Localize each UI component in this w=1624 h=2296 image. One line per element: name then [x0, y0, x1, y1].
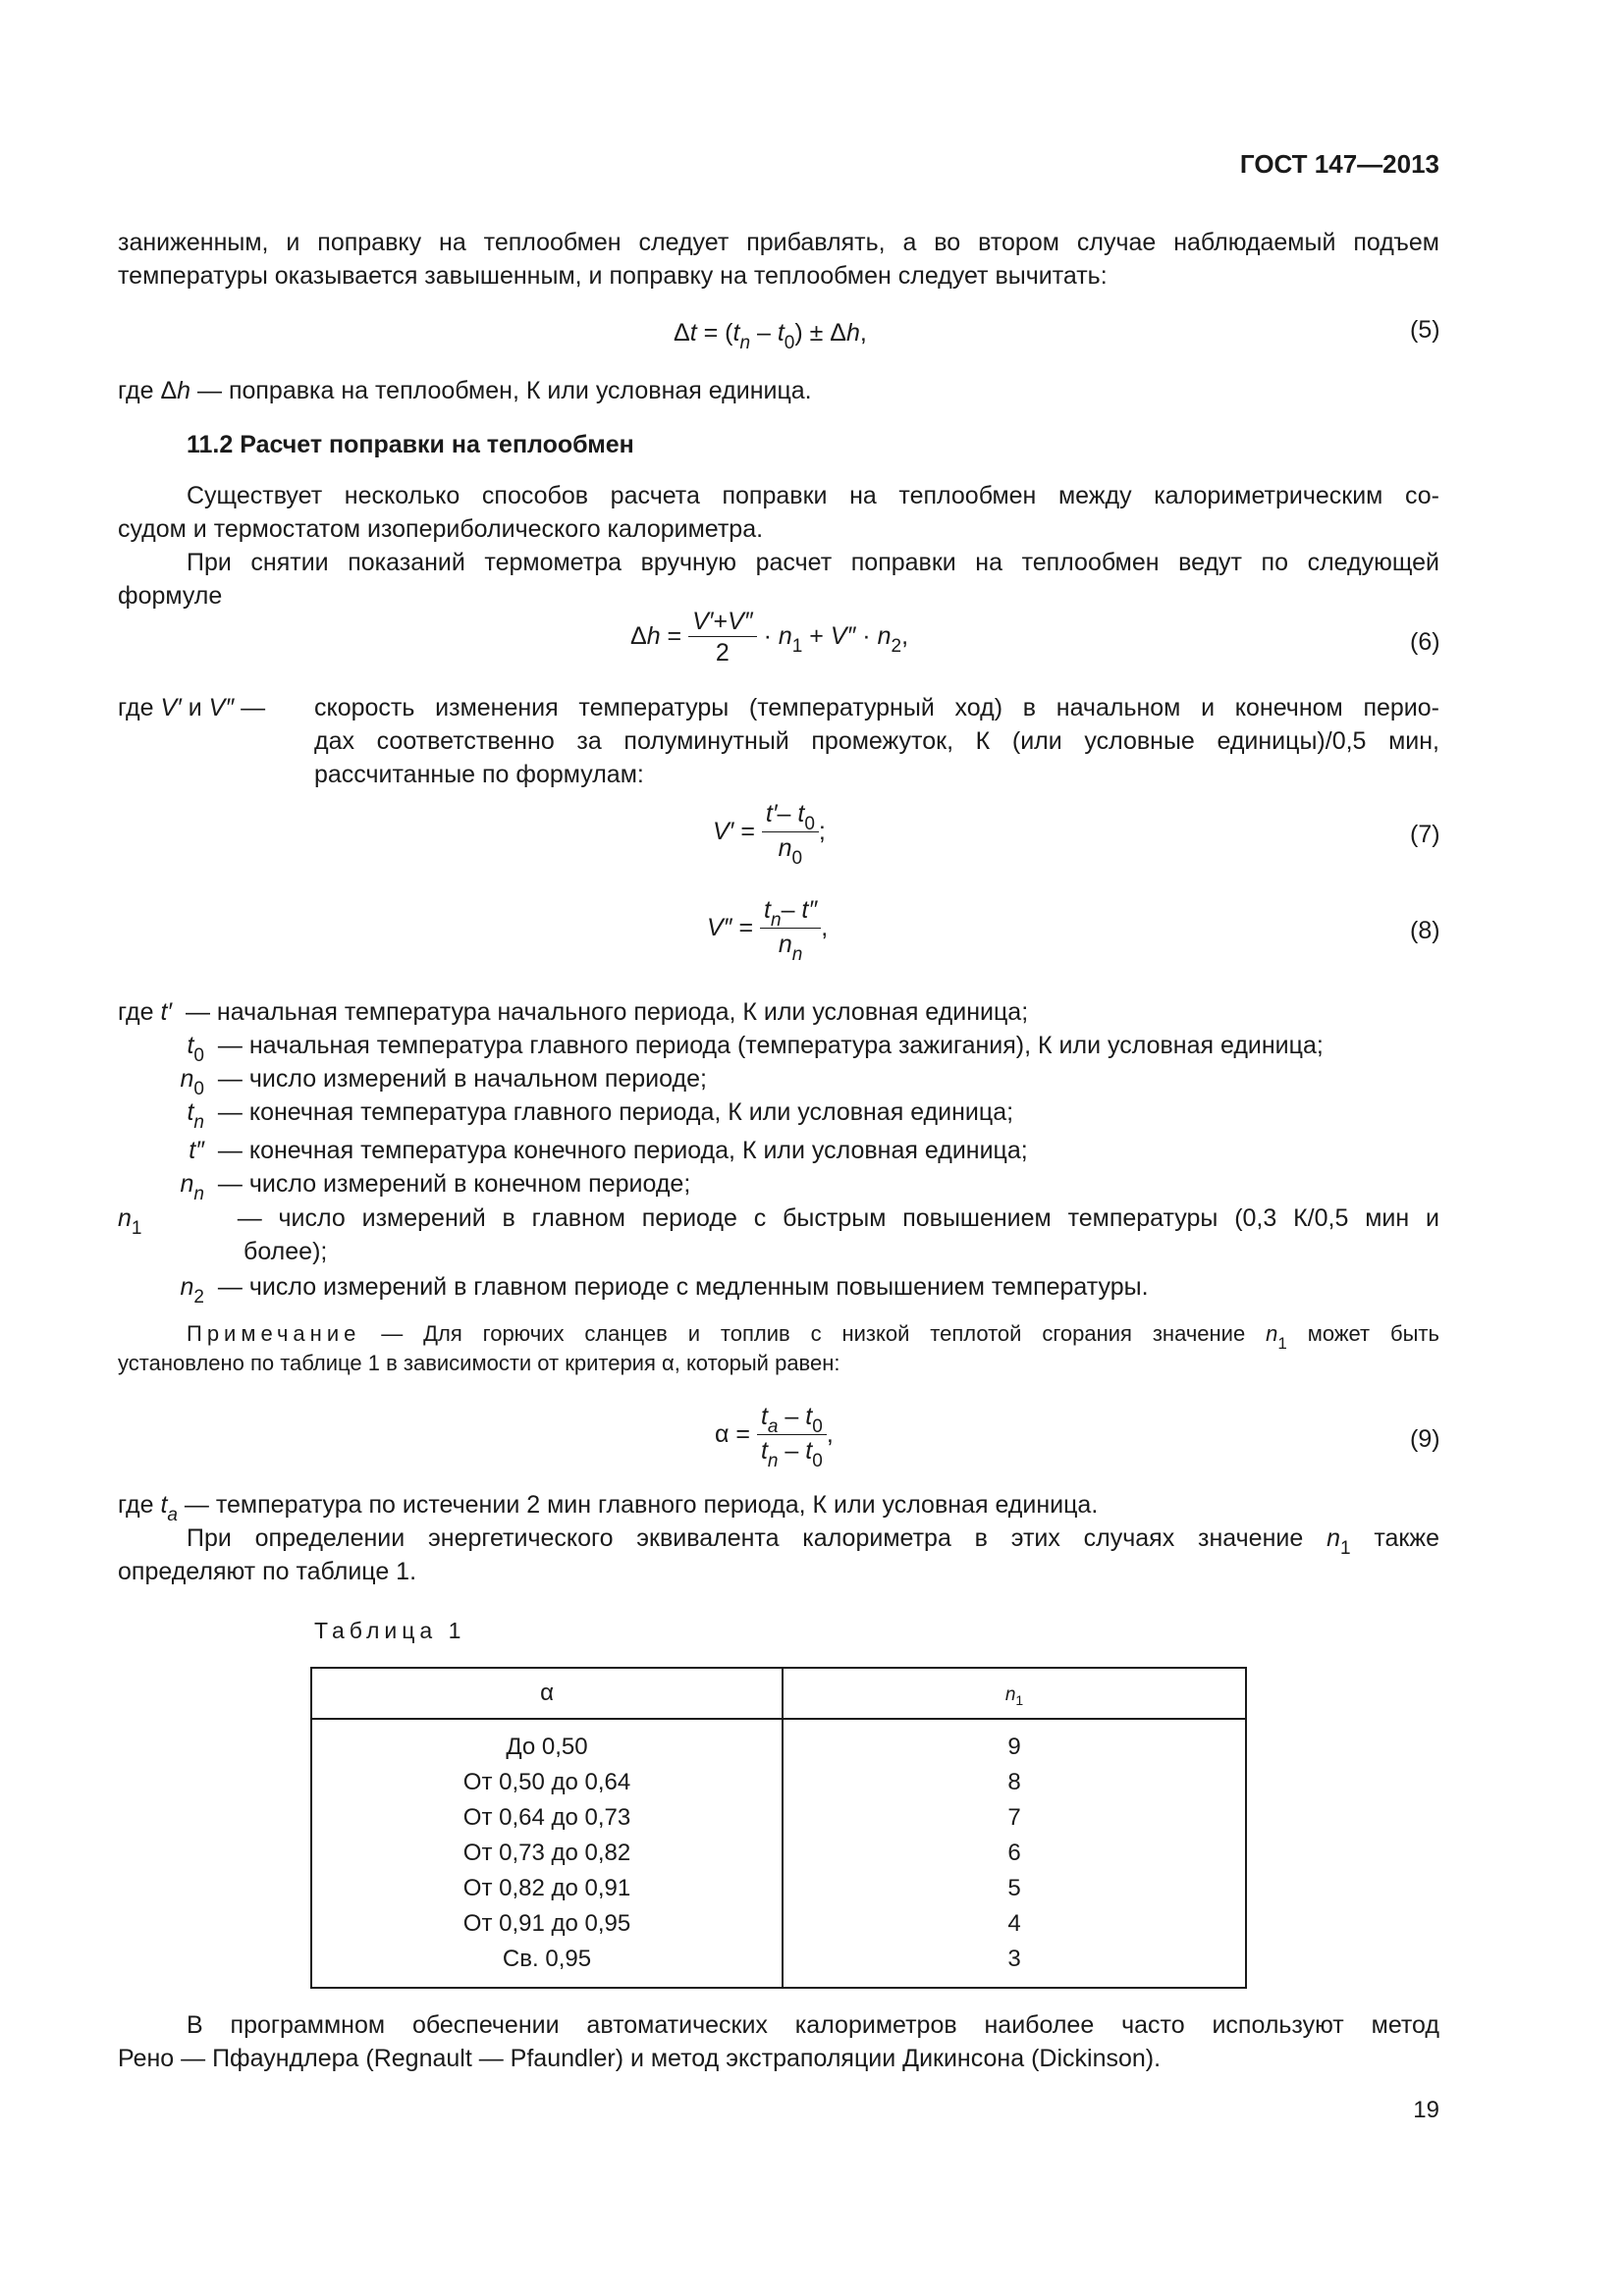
table-header-row [311, 1668, 1246, 1719]
definition-n1-continued: более); [244, 1238, 328, 1265]
table-cell-alpha: От 0,64 до 0,73 [311, 1800, 783, 1836]
section-title: 11.2 Расчет поправки на теплообмен [187, 431, 634, 458]
paragraph-manual-reading: При снятии показаний термометра вручную расчет поправки на теплообмен ведут по следующей [187, 549, 1439, 576]
fraction-v-sum: $\frac{V'+V''}{2}$ [688, 607, 757, 668]
paragraph-energy-equivalent-line2: определяют по таблице 1. [118, 1558, 417, 1585]
table-cell-alpha: От 0,73 до 0,82 [311, 1836, 783, 1871]
definition-n1: $n_1$ — число измерений в главном периоде с быстрым повышением температуры (0,3 К/0,5 мин и [118, 1204, 1439, 1239]
equation-number-8: (8) [1410, 917, 1440, 944]
column-header-n1: $n_1$ [783, 1668, 1246, 1719]
paragraph-heat-exchange-intro-line2: температуры оказывается завышенным, и поправку на теплообмен следует вычитать: [118, 262, 1108, 290]
paragraph-energy-equivalent: При определении энергетического эквивалента калориметра в этих случаях значение $n_1$ также [187, 1524, 1439, 1559]
equation-5: $\Delta t = (t_n - t_0) \pm \Delta h$, [674, 319, 867, 353]
table-row [311, 1800, 1246, 1836]
definition-n2: $n_2$ — число измерений в главном периоде с медленным повышением температуры. [180, 1273, 1149, 1308]
definition-v-rates: где V′ и V″ — [118, 694, 266, 721]
equation-7: V′ = $\frac{t'- t_0}{n_0}$ ; [713, 800, 826, 869]
equation-number-7: (7) [1410, 821, 1440, 848]
page-number: 19 [1413, 2097, 1439, 2123]
definition-delta-h: где Δh — поправка на теплообмен, К или условная единица. [118, 377, 812, 404]
equation-number-6: (6) [1410, 628, 1440, 656]
definition-v-rates-line3: рассчитанные по формулам: [314, 761, 644, 788]
table-cell-n1: 5 [783, 1871, 1246, 1906]
table-caption: Таблица 1 [314, 1618, 466, 1643]
definition-ta: где $t_a$ — температура по истечении 2 мин главного периода, К или условная единица. [118, 1491, 1099, 1525]
paragraph-manual-reading-line2: формуле [118, 582, 223, 610]
table-cell-n1: 8 [783, 1765, 1246, 1800]
paragraph-methods-line2: судом и термостатом изопериболического калориметра. [118, 515, 764, 543]
table-row [311, 1906, 1246, 1942]
definition-tn: $t_n$ — конечная температура главного периода, К или условная единица; [187, 1098, 1014, 1133]
equation-6: Δh = $\frac{V'+V''}{2}$ · $n_1 + V'' \cdot n_2$, [630, 608, 909, 667]
definition-v-rates-line2: дах соответственно за полуминутный промежуток, К (или условные единицы)/0,5 мин, [314, 727, 1439, 755]
table-cell-alpha: От 0,82 до 0,91 [311, 1871, 783, 1906]
note: Примечание — Для горючих сланцев и топлив с низкой теплотой сгорания значение $n_1$ может быть [187, 1321, 1439, 1353]
table-cell-alpha: От 0,91 до 0,95 [311, 1906, 783, 1942]
table-cell-alpha: До 0,50 [311, 1719, 783, 1765]
paragraph-software-methods: В программном обеспечении автоматических калориметров наиболее часто используют метод [187, 2011, 1439, 2039]
table-cell-alpha: От 0,50 до 0,64 [311, 1765, 783, 1800]
definition-t-prime: где t′ — начальная температура начального периода, К или условная единица; [118, 998, 1029, 1026]
definition-t-double-prime: t″ — конечная температура конечного периода, К или условная единица; [189, 1137, 1028, 1164]
equation-8: V″ = $\frac{t_n- t''}{n_n}$ , [707, 896, 829, 965]
note-line2: установлено по таблице 1 в зависимости от критерия α, который равен: [118, 1351, 840, 1375]
table-row [311, 1765, 1246, 1800]
definition-t0: $t_0$ — начальная температура главного периода (температура зажигания), К или условная единица; [187, 1032, 1324, 1066]
table-cell-n1: 3 [783, 1942, 1246, 1988]
definition-nn: $n_n$ — число измерений в конечном периоде; [180, 1170, 691, 1204]
definition-n0: $n_0$ — число измерений в начальном периоде; [180, 1065, 707, 1099]
definition-v-rates-line1: скорость изменения температуры (температурный ход) в начальном и конечном перио- [314, 694, 1439, 721]
table-cell-n1: 6 [783, 1836, 1246, 1871]
table-cell-alpha: Св. 0,95 [311, 1942, 783, 1988]
fraction-v-double-prime: $\frac{t_n- t''}{n_n}$ [760, 895, 821, 963]
equation-9: α = $\frac{t_a - t_0}{t_n - t_0}$ , [715, 1403, 834, 1471]
table-row [311, 1871, 1246, 1906]
table-row [311, 1942, 1246, 1988]
equation-number-5: (5) [1410, 316, 1440, 344]
fraction-alpha: $\frac{t_a - t_0}{t_n - t_0}$ [757, 1402, 827, 1469]
fraction-v-prime: $\frac{t'- t_0}{n_0}$ [762, 799, 819, 867]
paragraph-heat-exchange-intro: заниженным, и поправку на теплообмен следует прибавлять, а во втором случае наблюдаемый подъем [118, 229, 1439, 256]
paragraph-methods: Существует несколько способов расчета поправки на теплообмен между калориметрическим со- [187, 482, 1439, 509]
table-cell-n1: 7 [783, 1800, 1246, 1836]
table-cell-n1: 4 [783, 1906, 1246, 1942]
alpha-n1-table [310, 1667, 1247, 1989]
column-header-alpha: α [311, 1668, 783, 1719]
document-id: ГОСТ 147—2013 [1239, 149, 1439, 179]
table-cell-n1: 9 [783, 1719, 1246, 1765]
table-row [311, 1836, 1246, 1871]
paragraph-software-methods-line2: Рено — Пфаундлера (Regnault — Pfaundler) и метод экстраполяции Дикинсона (Dickinson). [118, 2045, 1162, 2072]
table-row [311, 1719, 1246, 1765]
equation-number-9: (9) [1410, 1425, 1440, 1453]
